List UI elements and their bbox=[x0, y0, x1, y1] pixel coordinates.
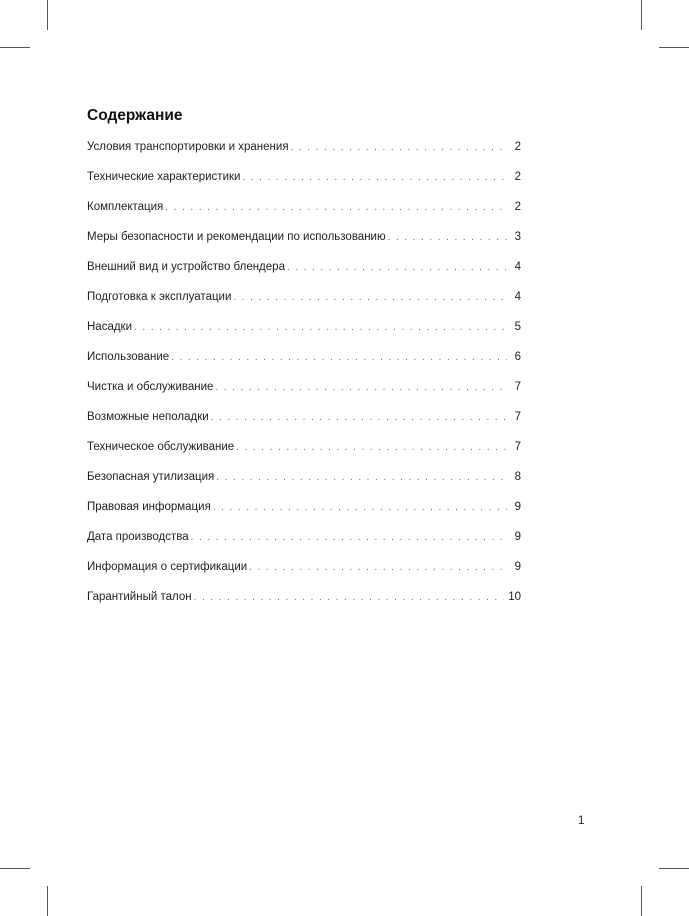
toc-item-disposal[interactable] bbox=[87, 468, 521, 498]
crop-mark-bottom-left-horizontal bbox=[0, 868, 30, 869]
toc-item-page: 2 bbox=[514, 141, 521, 153]
toc-item-warranty[interactable] bbox=[87, 588, 521, 618]
toc-item-specifications[interactable] bbox=[87, 168, 521, 198]
crop-mark-top-right-horizontal bbox=[659, 47, 689, 48]
toc-item-label: Чистка и обслуживание bbox=[87, 381, 214, 393]
toc-leader-dots bbox=[233, 289, 507, 307]
toc-item-page: 3 bbox=[514, 231, 521, 243]
toc-item-usage[interactable] bbox=[87, 348, 521, 378]
toc-leader-dots bbox=[213, 499, 507, 517]
toc-leader-dots bbox=[236, 439, 507, 457]
crop-mark-top-left-horizontal bbox=[0, 47, 30, 48]
toc-item-label: Меры безопасности и рекомендации по использованию bbox=[87, 231, 386, 243]
toc-item-appearance[interactable] bbox=[87, 258, 521, 288]
toc-item-page: 9 bbox=[514, 531, 521, 543]
toc-item-page: 9 bbox=[514, 561, 521, 573]
toc-leader-dots bbox=[191, 529, 507, 547]
crop-mark-bottom-right-horizontal bbox=[659, 868, 689, 869]
toc-item-cleaning[interactable] bbox=[87, 378, 521, 408]
toc-leader-dots bbox=[291, 139, 507, 157]
toc-item-label: Условия транспортировки и хранения bbox=[87, 141, 289, 153]
crop-mark-bottom-right-vertical bbox=[641, 886, 642, 916]
crop-mark-top-right-vertical bbox=[641, 0, 642, 30]
toc-item-label: Информация о сертификации bbox=[87, 561, 248, 573]
toc-item-safety[interactable] bbox=[87, 228, 521, 258]
toc-item-production-date[interactable] bbox=[87, 528, 521, 558]
toc-item-label: Возможные неполадки bbox=[87, 411, 209, 423]
toc-item-label: Комплектация bbox=[87, 201, 164, 213]
toc-item-page: 2 bbox=[514, 201, 521, 213]
toc-item-preparation[interactable] bbox=[87, 288, 521, 318]
page-number: 1 bbox=[578, 815, 585, 827]
toc-item-page: 4 bbox=[514, 291, 521, 303]
toc-item-label: Технические характеристики bbox=[87, 171, 241, 183]
toc-item-page: 8 bbox=[514, 471, 521, 483]
toc-item-label: Внешний вид и устройство блендера bbox=[87, 261, 285, 273]
toc-item-label: Безопасная утилизация bbox=[87, 471, 215, 483]
toc-item-label: Техническое обслуживание bbox=[87, 441, 235, 453]
toc-item-certification[interactable] bbox=[87, 558, 521, 588]
toc-item-page: 4 bbox=[514, 261, 521, 273]
toc-leader-dots bbox=[242, 169, 507, 187]
toc-leader-dots bbox=[215, 379, 507, 397]
toc-item-page: 7 bbox=[514, 441, 521, 453]
toc-item-legal[interactable] bbox=[87, 498, 521, 528]
toc-leader-dots bbox=[216, 469, 507, 487]
toc-item-label: Насадки bbox=[87, 321, 133, 333]
toc-leader-dots bbox=[211, 409, 507, 427]
toc-leader-dots bbox=[134, 319, 507, 337]
toc-item-troubleshooting[interactable] bbox=[87, 408, 521, 438]
toc-leader-dots bbox=[171, 349, 507, 367]
toc-item-page: 2 bbox=[514, 171, 521, 183]
toc-item-maintenance[interactable] bbox=[87, 438, 521, 468]
table-of-contents bbox=[87, 138, 521, 618]
toc-leader-dots bbox=[249, 559, 507, 577]
toc-item-page: 7 bbox=[514, 381, 521, 393]
toc-item-page: 7 bbox=[514, 411, 521, 423]
page-title: Содержание bbox=[87, 107, 183, 124]
crop-mark-bottom-left-vertical bbox=[47, 886, 48, 916]
toc-item-transport-storage[interactable] bbox=[87, 138, 521, 168]
toc-item-label: Подготовка к эксплуатации bbox=[87, 291, 232, 303]
toc-leader-dots bbox=[165, 199, 507, 217]
toc-leader-dots bbox=[287, 259, 507, 277]
toc-item-label: Правовая информация bbox=[87, 501, 211, 513]
toc-item-package-contents[interactable] bbox=[87, 198, 521, 228]
toc-item-label: Гарантийный талон bbox=[87, 591, 192, 603]
toc-item-label: Дата производства bbox=[87, 531, 189, 543]
toc-leader-dots bbox=[194, 589, 505, 607]
toc-leader-dots bbox=[388, 229, 507, 247]
toc-item-label: Использование bbox=[87, 351, 170, 363]
crop-mark-top-left-vertical bbox=[47, 0, 48, 30]
toc-item-page: 5 bbox=[514, 321, 521, 333]
toc-item-attachments[interactable] bbox=[87, 318, 521, 348]
toc-item-page: 6 bbox=[514, 351, 521, 363]
toc-item-page: 9 bbox=[514, 501, 521, 513]
toc-item-page: 10 bbox=[508, 591, 521, 603]
